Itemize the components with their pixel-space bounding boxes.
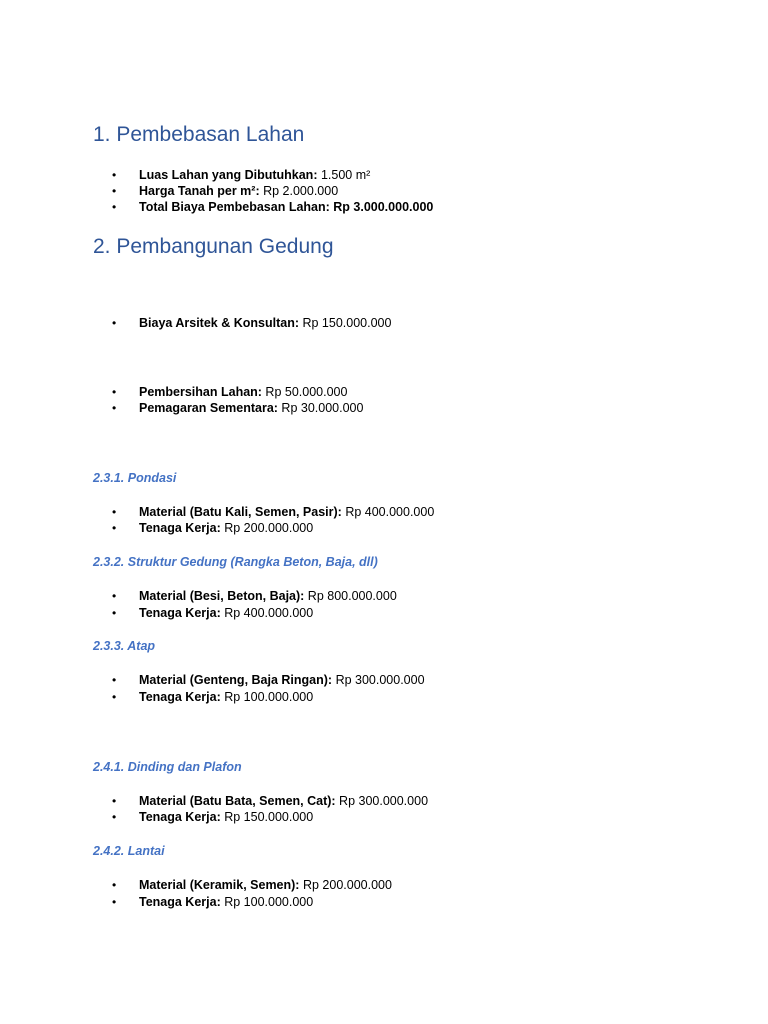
item-value: Rp 150.000.000 [299,316,392,330]
item-label: Tenaga Kerja: [139,521,221,535]
item-value: Rp 100.000.000 [220,895,314,909]
item-value: Rp 2.000.000 [259,184,339,198]
item-label: Total Biaya Pembebasan Lahan: [139,200,330,214]
item-value: Rp 300.000.000 [335,794,429,808]
item-value: Rp 400.000.000 [220,606,314,620]
item-value: Rp 50.000.000 [261,385,348,399]
item-label: Luas Lahan yang Dibutuhkan: [139,168,318,182]
item-label: Pemagaran Sementara: [139,401,278,415]
bullet-icon: • [112,316,117,330]
item-label: Harga Tanah per m²: [139,184,260,198]
item-value: Rp 150.000.000 [220,810,314,824]
heading-pembangunan-gedung: 2. Pembangunan Gedung [93,235,334,258]
bullet-icon: • [112,521,117,535]
item-value: Rp 100.000.000 [220,690,314,704]
item-label: Tenaga Kerja: [139,690,221,704]
item-value: Rp 400.000.000 [341,505,435,519]
item-label: Material (Batu Kali, Semen, Pasir): [139,505,342,519]
item-label: Tenaga Kerja: [139,606,221,620]
item-label: Material (Genteng, Baja Ringan): [139,673,333,687]
item-label: Tenaga Kerja: [139,810,221,824]
item-label: Material (Keramik, Semen): [139,878,300,892]
bullet-icon: • [112,878,117,892]
heading-atap: 2.3.3. Atap [93,639,156,653]
bullet-icon: • [112,385,117,399]
bullet-icon: • [112,401,117,415]
item-value: Rp 200.000.000 [220,521,314,535]
item-label: Tenaga Kerja: [139,895,221,909]
bullet-icon: • [112,810,117,824]
heading-pembebasan-lahan: 1. Pembebasan Lahan [93,123,305,146]
item-label: Pembersihan Lahan: [139,385,262,399]
bullet-icon: • [112,690,117,704]
item-value: Rp 800.000.000 [304,589,397,603]
heading-dinding-plafon: 2.4.1. Dinding dan Plafon [93,760,242,774]
item-value: 1.500 m² [317,168,371,182]
bullet-icon: • [112,895,117,909]
item-value: Rp 30.000.000 [277,401,364,415]
item-value: Rp 200.000.000 [299,878,392,892]
bullet-icon: • [112,673,117,687]
bullet-icon: • [112,168,117,182]
item-value: Rp 300.000.000 [332,673,425,687]
heading-lantai: 2.4.2. Lantai [93,844,165,858]
heading-pondasi: 2.3.1. Pondasi [93,471,177,485]
heading-struktur-gedung: 2.3.2. Struktur Gedung (Rangka Beton, Baja, dll) [93,555,378,569]
bullet-icon: • [112,505,117,519]
bullet-icon: • [112,200,117,214]
bullet-icon: • [112,589,117,603]
item-label: Biaya Arsitek & Konsultan: [139,316,299,330]
bullet-icon: • [112,184,117,198]
item-value: Rp 3.000.000.000 [329,200,434,214]
item-label: Material (Batu Bata, Semen, Cat): [139,794,336,808]
item-label: Material (Besi, Beton, Baja): [139,589,305,603]
bullet-icon: • [112,794,117,808]
bullet-icon: • [112,606,117,620]
